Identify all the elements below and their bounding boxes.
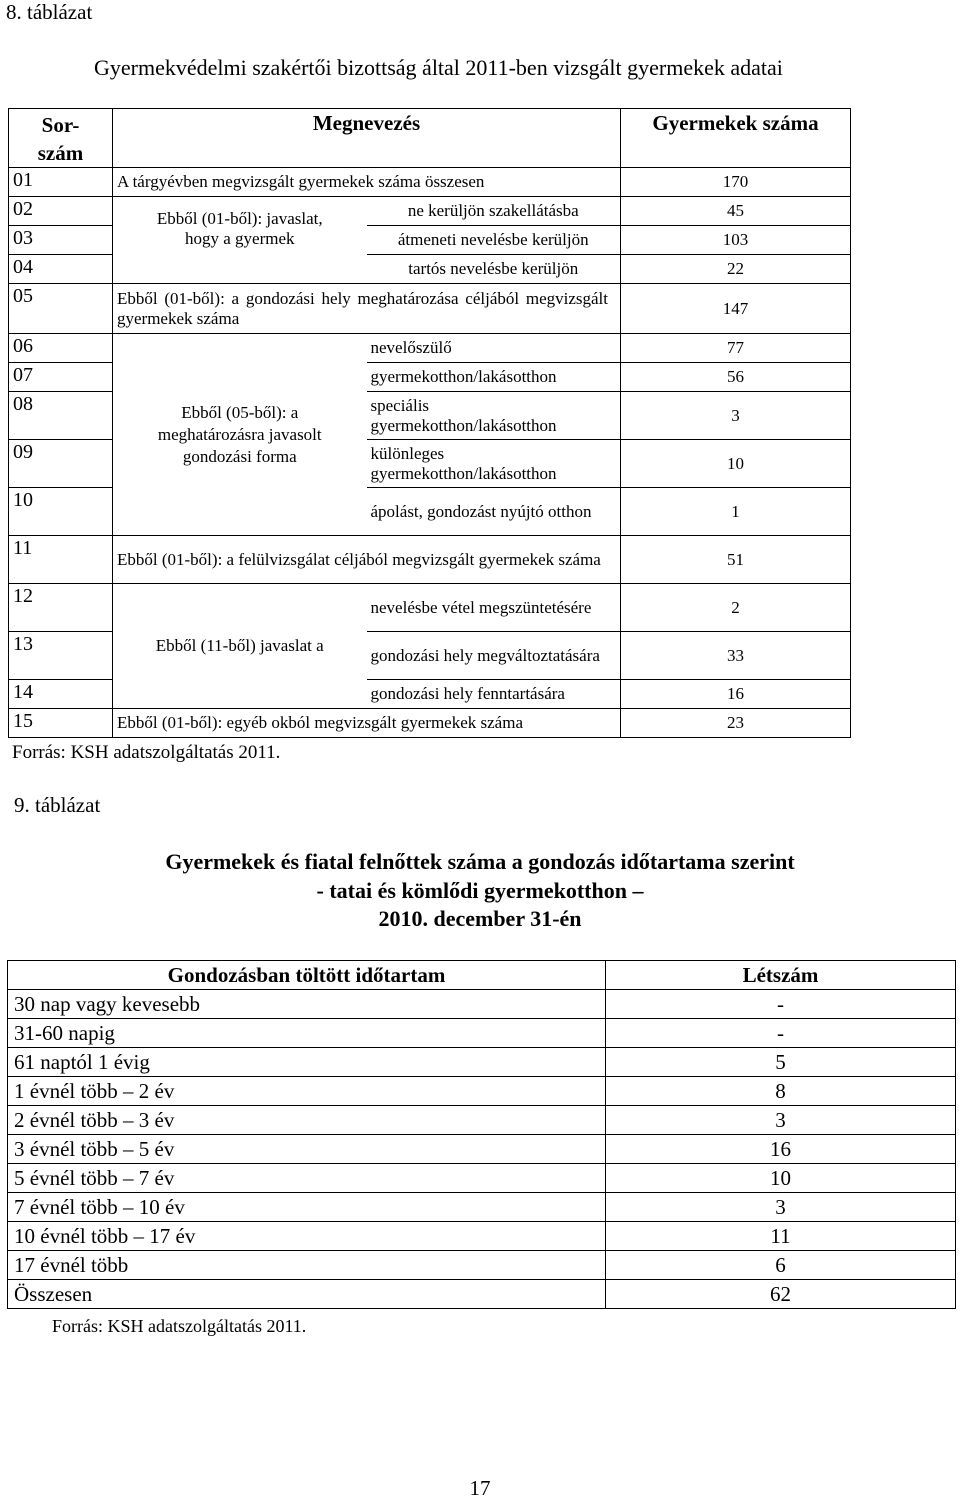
row-label: nevelőszülő bbox=[367, 334, 621, 363]
row-value: 56 bbox=[621, 363, 851, 392]
count-cell: 11 bbox=[606, 1222, 956, 1251]
row-label: ápolást, gondozást nyújtó otthon bbox=[367, 488, 621, 536]
row-label: különleges gyermekotthon/lakásotthon bbox=[367, 440, 621, 488]
row-label: A tárgyévben megvizsgált gyermekek száma összesen bbox=[113, 168, 621, 197]
row-number: 07 bbox=[9, 363, 113, 392]
row-value: 1 bbox=[621, 488, 851, 536]
period-cell: 30 nap vagy kevesebb bbox=[8, 990, 606, 1019]
table8 bbox=[8, 108, 851, 738]
row-number: 10 bbox=[9, 488, 113, 536]
table9-title-line2: - tatai és kömlődi gyermekotthon – bbox=[316, 878, 644, 903]
row-label: Ebből (01-ből): a gondozási hely meghatározása céljából megvizsgált gyermekek száma bbox=[113, 284, 621, 334]
row-value: 33 bbox=[621, 632, 851, 680]
header-period: Gondozásban töltött időtartam bbox=[8, 961, 606, 990]
row-label: ne kerüljön szakellátásba bbox=[367, 197, 621, 226]
count-cell: - bbox=[606, 1019, 956, 1048]
count-cell: 3 bbox=[606, 1193, 956, 1222]
row-number: 01 bbox=[9, 168, 113, 197]
header-gyermekek-szama: Gyermekek száma bbox=[621, 109, 851, 168]
count-cell: 16 bbox=[606, 1135, 956, 1164]
period-cell: 7 évnél több – 10 év bbox=[8, 1193, 606, 1222]
row-value: 22 bbox=[621, 255, 851, 284]
period-cell: 2 évnél több – 3 év bbox=[8, 1106, 606, 1135]
row-number: 14 bbox=[9, 680, 113, 709]
table8-source: Forrás: KSH adatszolgáltatás 2011. bbox=[12, 742, 281, 763]
header-sorszam: Sor- szám bbox=[9, 109, 113, 168]
table9-caption: 9. táblázat bbox=[14, 793, 101, 817]
period-cell: 31-60 napig bbox=[8, 1019, 606, 1048]
row-label: tartós nevelésbe kerüljön bbox=[367, 255, 621, 284]
table9-title-line3: 2010. december 31-én bbox=[378, 906, 582, 931]
row-label: gyermekotthon/lakásotthon bbox=[367, 363, 621, 392]
group-label-javaslat-a: Ebből (11-ből) javaslat a bbox=[113, 584, 367, 709]
table9-title-line1: Gyermekek és fiatal felnőttek száma a gondozás időtartama szerint bbox=[165, 849, 795, 874]
count-cell: - bbox=[606, 990, 956, 1019]
row-label: átmeneti nevelésbe kerüljön bbox=[367, 226, 621, 255]
row-value: 147 bbox=[621, 284, 851, 334]
page-number: 17 bbox=[469, 1476, 491, 1500]
row-value: 16 bbox=[621, 680, 851, 709]
count-cell: 6 bbox=[606, 1251, 956, 1280]
row-number: 08 bbox=[9, 392, 113, 440]
table8-caption: 8. táblázat bbox=[6, 0, 93, 24]
row-label: nevelésbe vétel megszüntetésére bbox=[367, 584, 621, 632]
row-label: gondozási hely fenntartására bbox=[367, 680, 621, 709]
row-number: 05 bbox=[9, 284, 113, 334]
row-number: 12 bbox=[9, 584, 113, 632]
period-cell: 5 évnél több – 7 év bbox=[8, 1164, 606, 1193]
row-value: 2 bbox=[621, 584, 851, 632]
period-cell: 17 évnél több bbox=[8, 1251, 606, 1280]
row-number: 15 bbox=[9, 709, 113, 738]
row-number: 03 bbox=[9, 226, 113, 255]
row-number: 11 bbox=[9, 536, 113, 584]
row-value: 77 bbox=[621, 334, 851, 363]
count-cell: 3 bbox=[606, 1106, 956, 1135]
count-cell-total: 62 bbox=[606, 1280, 956, 1309]
table9-source: Forrás: KSH adatszolgáltatás 2011. bbox=[52, 1316, 307, 1336]
period-cell: 1 évnél több – 2 év bbox=[8, 1077, 606, 1106]
row-value: 51 bbox=[621, 536, 851, 584]
period-cell: 10 évnél több – 17 év bbox=[8, 1222, 606, 1251]
row-value: 23 bbox=[621, 709, 851, 738]
row-label: gondozási hely megváltoztatására bbox=[367, 632, 621, 680]
row-number: 04 bbox=[9, 255, 113, 284]
header-megnevezes: Megnevezés bbox=[113, 109, 621, 168]
count-cell: 8 bbox=[606, 1077, 956, 1106]
row-number: 02 bbox=[9, 197, 113, 226]
period-cell: 61 naptól 1 évig bbox=[8, 1048, 606, 1077]
row-label: speciális gyermekotthon/lakásotthon bbox=[367, 392, 621, 440]
header-count: Létszám bbox=[606, 961, 956, 990]
row-value: 103 bbox=[621, 226, 851, 255]
group-label-javaslat: Ebből (01-ből): javaslat, hogy a gyermek bbox=[113, 197, 367, 284]
row-value: 3 bbox=[621, 392, 851, 440]
row-value: 10 bbox=[621, 440, 851, 488]
table8-title: Gyermekvédelmi szakértői bizottság által 2011-ben vizsgált gyermekek adatai bbox=[94, 55, 783, 80]
count-cell: 5 bbox=[606, 1048, 956, 1077]
table9 bbox=[7, 960, 956, 1309]
row-value: 45 bbox=[621, 197, 851, 226]
row-number: 13 bbox=[9, 632, 113, 680]
period-cell: 3 évnél több – 5 év bbox=[8, 1135, 606, 1164]
count-cell: 10 bbox=[606, 1164, 956, 1193]
period-cell-total: Összesen bbox=[8, 1280, 606, 1309]
row-value: 170 bbox=[621, 168, 851, 197]
row-label: Ebből (01-ből): a felülvizsgálat céljából megvizsgált gyermekek száma bbox=[113, 536, 621, 584]
row-number: 09 bbox=[9, 440, 113, 488]
row-label: Ebből (01-ből): egyéb okból megvizsgált gyermekek száma bbox=[113, 709, 621, 738]
row-number: 06 bbox=[9, 334, 113, 363]
group-label-gondozasi-forma: Ebből (05-ből): a meghatározásra javasolt gondozási forma bbox=[113, 334, 367, 536]
